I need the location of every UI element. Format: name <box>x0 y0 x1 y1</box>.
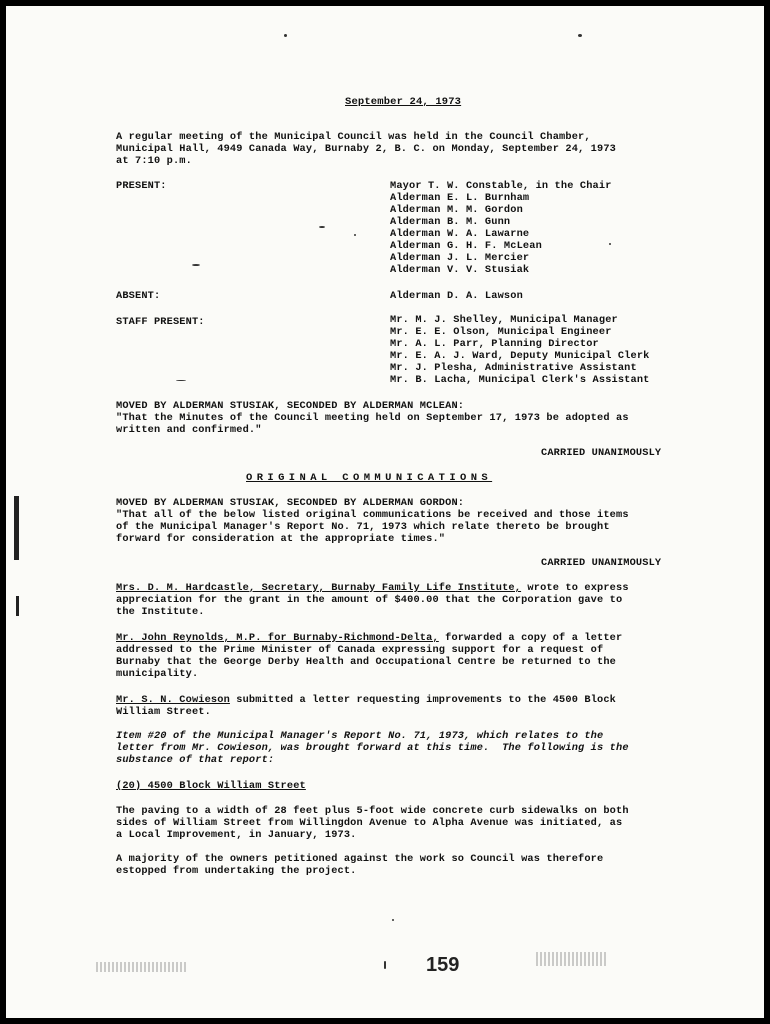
absent-member: Alderman D. A. Lawson <box>390 290 523 302</box>
item-heading <box>116 780 306 792</box>
staff-member: Mr. B. Lacha, Municipal Clerk's Assistant <box>390 374 650 386</box>
report-para-1-line: The paving to a width of 28 feet plus 5-foot wide concrete curb sidewalks on both <box>116 805 629 817</box>
staff-member: Mr. J. Plesha, Administrative Assistant <box>390 362 637 374</box>
scan-smudge <box>536 952 606 966</box>
present-member: Alderman J. L. Mercier <box>390 252 530 264</box>
opening-line-3: at 7:10 p.m. <box>116 155 192 167</box>
scan-edge-mark <box>16 596 19 616</box>
communication-3-text: submitted a letter requesting improvements to the 4500 Block <box>229 694 617 706</box>
motion-2-line: forward for consideration at the appropriate times." <box>116 533 446 545</box>
communication-2-text: forwarded a copy of a letter <box>438 632 623 644</box>
present-member: Alderman B. M. Gunn <box>390 216 511 228</box>
scan-speck <box>609 243 611 245</box>
communication-2-line: municipality. <box>116 668 199 680</box>
scan-speck <box>192 264 200 266</box>
opening-line-2: Municipal Hall, 4949 Canada Way, Burnaby 2, B. C. on Monday, September 24, 1973 <box>116 143 617 155</box>
communication-1-first-line <box>116 582 629 594</box>
communication-1-line: the Institute. <box>116 606 205 618</box>
staff-member: Mr. E. E. Olson, Municipal Engineer <box>390 326 612 338</box>
communication-2-line: addressed to the Prime Minister of Canada expressing support for a request of <box>116 644 604 656</box>
opening-line-1: A regular meeting of the Municipal Council was held in the Council Chamber, <box>116 131 591 143</box>
scan-speck <box>354 234 356 236</box>
scan-smudge <box>96 962 188 972</box>
italic-note-line: Item #20 of the Municipal Manager's Report No. 71, 1973, which relates to the <box>116 730 604 742</box>
present-member: Alderman W. A. Lawarne <box>390 228 530 240</box>
item-heading-text: (20) 4500 Block William Street <box>116 780 306 792</box>
document-page <box>6 6 764 1018</box>
present-label: PRESENT: <box>116 180 167 192</box>
scan-speck <box>284 34 287 37</box>
motion-1-line: MOVED BY ALDERMAN STUSIAK, SECONDED BY ALDERMAN MCLEAN: <box>116 400 465 412</box>
italic-note-line: letter from Mr. Cowieson, was brought forward at this time. The following is the <box>116 742 629 754</box>
communication-3-sender: Mr. S. N. Cowieson <box>116 694 230 706</box>
communication-1-sender: Mrs. D. M. Hardcastle, Secretary, Burnaby Family Life Institute, <box>116 582 522 594</box>
report-para-2-line: estopped from undertaking the project. <box>116 865 357 877</box>
communication-1-line: appreciation for the grant in the amount of $400.00 that the Corporation gave to <box>116 594 623 606</box>
report-para-1-line: sides of William Street from Willingdon Avenue to Alpha Avenue was initiated, as <box>116 817 623 829</box>
page-number: 159 <box>426 954 460 976</box>
report-para-2-line: A majority of the owners petitioned against the work so Council was therefore <box>116 853 604 865</box>
communication-1-text: wrote to express <box>521 582 629 594</box>
motion-1-line: written and confirmed." <box>116 424 262 436</box>
communication-3-first-line <box>116 694 616 706</box>
carried-unanimously-2: CARRIED UNANIMOUSLY <box>541 557 662 569</box>
motion-2-line: of the Municipal Manager's Report No. 71, 1973 which relate thereto be brought <box>116 521 610 533</box>
staff-member: Mr. E. A. J. Ward, Deputy Municipal Clerk <box>390 350 650 362</box>
present-member: Mayor T. W. Constable, in the Chair <box>390 180 612 192</box>
report-para-1-line: a Local Improvement, in January, 1973. <box>116 829 357 841</box>
present-member: Alderman E. L. Burnham <box>390 192 530 204</box>
scan-speck <box>319 226 325 228</box>
motion-1-line: "That the Minutes of the Council meeting held on September 17, 1973 be adopted as <box>116 412 629 424</box>
communication-2-line: Burnaby that the George Derby Health and Occupational Centre be returned to the <box>116 656 617 668</box>
scan-speck <box>384 961 386 969</box>
communication-2-sender: Mr. John Reynolds, M.P. for Burnaby-Richmond-Delta, <box>116 632 439 644</box>
motion-2-line: "That all of the below listed original communications be received and those items <box>116 509 629 521</box>
present-member: Alderman M. M. Gordon <box>390 204 523 216</box>
present-member: Alderman V. V. Stusiak <box>390 264 530 276</box>
scan-speck <box>392 919 394 921</box>
staff-member: Mr. M. J. Shelley, Municipal Manager <box>390 314 618 326</box>
italic-note-line: substance of that report: <box>116 754 275 766</box>
staff-label: STAFF PRESENT: <box>116 316 205 328</box>
scan-speck <box>578 34 582 37</box>
motion-2-line: MOVED BY ALDERMAN STUSIAK, SECONDED BY ALDERMAN GORDON: <box>116 497 465 509</box>
present-member: Alderman G. H. F. McLean <box>390 240 542 252</box>
communication-2-first-line <box>116 632 622 644</box>
section-title: ORIGINAL COMMUNICATIONS <box>246 472 493 484</box>
absent-label: ABSENT: <box>116 290 161 302</box>
meeting-date: September 24, 1973 <box>345 96 462 108</box>
staff-member: Mr. A. L. Parr, Planning Director <box>390 338 599 350</box>
communication-3-line: William Street. <box>116 706 211 718</box>
carried-unanimously-1: CARRIED UNANIMOUSLY <box>541 447 662 459</box>
scan-speck <box>176 380 186 381</box>
scan-edge-mark <box>14 496 19 560</box>
